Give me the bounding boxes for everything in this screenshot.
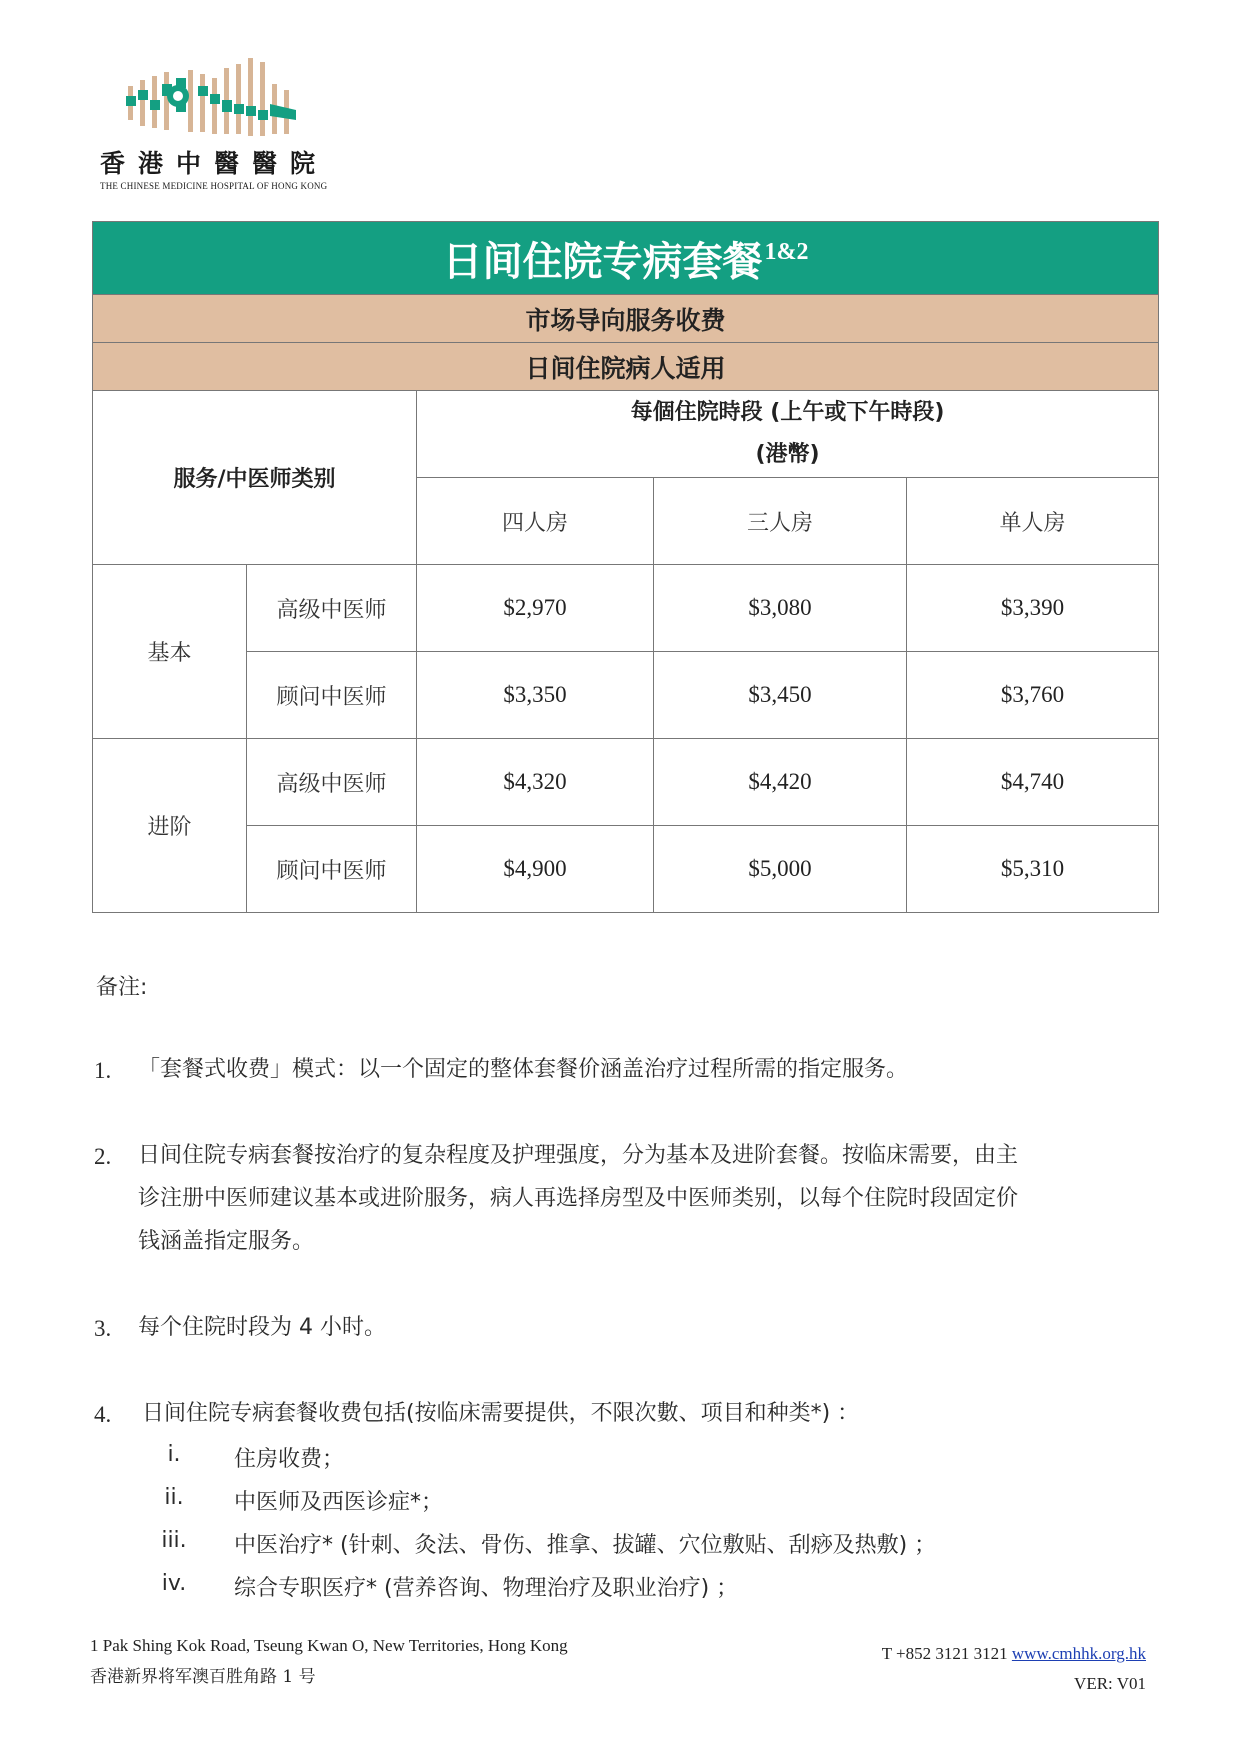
price-cell: $4,740 — [907, 739, 1159, 826]
logo-name-chinese: 香港中醫醫院 — [100, 149, 329, 178]
doctor-type: 顾问中医师 — [247, 826, 417, 913]
table-title — [93, 222, 1159, 295]
note-number: 1. — [94, 1058, 112, 1083]
price-cell: $3,390 — [907, 565, 1159, 652]
note-number: 2. — [94, 1144, 112, 1169]
footer-website-link[interactable]: www.cmhhk.org.hk — [1011, 1644, 1146, 1663]
price-cell: $2,970 — [417, 565, 654, 652]
sub-item-number: iii. — [161, 1528, 187, 1553]
note-text: 日间住院专病套餐收费包括(按临床需要提供，不限次數、项目和种类*) ： — [142, 1401, 860, 1426]
doctor-type: 高级中医师 — [247, 565, 417, 652]
price-cell: $3,350 — [417, 652, 654, 739]
footer-address-english: 1 Pak Shing Kok Road, Tseung Kwan O, New Territories, Hong Kong — [90, 1636, 568, 1655]
note-text-line: 诊注册中医师建议基本或进阶服务，病人再选择房型及中医师类别，以每个住院时段固定价 — [138, 1186, 1019, 1211]
table-row — [93, 565, 1159, 652]
logo-name-english: THE CHINESE MEDICINE HOSPITAL OF HONG KONG — [100, 181, 328, 191]
price-cell: $5,310 — [907, 826, 1159, 913]
price-cell: $3,450 — [654, 652, 907, 739]
note-number: 4. — [94, 1402, 112, 1427]
note-number: 3. — [94, 1316, 112, 1341]
note-text — [138, 1134, 1138, 1263]
sub-item-number: iv. — [161, 1571, 187, 1596]
table-applies-to: 日间住院病人适用 — [93, 343, 1159, 391]
hospital-logo — [96, 56, 356, 196]
table-row — [93, 739, 1159, 826]
table-subtitle: 市场导向服务收费 — [93, 295, 1159, 343]
doctor-type: 顾问中医师 — [247, 652, 417, 739]
footer-contact — [882, 1644, 1146, 1664]
price-cell: $4,420 — [654, 739, 907, 826]
room-type-header: 三人房 — [654, 478, 907, 565]
note-text-line: 日间住院专病套餐按治疗的复杂程度及护理强度，分为基本及进阶套餐。按临床需要，由主 — [138, 1143, 1019, 1168]
sub-item-text: 综合专职医疗* (营养咨询、物理治疗及职业治疗) ； — [234, 1576, 739, 1601]
footer-phone: T +852 3121 3121 — [881, 1644, 1008, 1663]
currency-label: (港幣) — [755, 442, 820, 467]
price-cell: $4,900 — [417, 826, 654, 913]
price-cell: $5,000 — [654, 826, 907, 913]
sub-item-text: 中医师及西医诊症*； — [234, 1490, 444, 1515]
note-text: 「套餐式收费」模式：以一个固定的整体套餐价涵盖治疗过程所需的指定服务。 — [138, 1057, 909, 1082]
doctor-type: 高级中医师 — [247, 739, 417, 826]
package-group-advanced: 进阶 — [93, 739, 247, 913]
sub-item-text: 住房收费； — [234, 1447, 345, 1472]
table-row — [93, 826, 1159, 913]
price-table — [92, 221, 1159, 913]
table-title-text: 日间住院专病套餐 — [442, 238, 763, 285]
notes-heading: 备注: — [96, 975, 148, 1000]
price-cell: $3,080 — [654, 565, 907, 652]
sub-item-number: i. — [167, 1442, 181, 1467]
category-header: 服务/中医师类别 — [93, 391, 417, 565]
package-group-basic: 基本 — [93, 565, 247, 739]
footer-address-chinese: 香港新界将军澳百胜角路 1 号 — [90, 1667, 316, 1687]
note-text: 每个住院时段为 4 小时。 — [138, 1315, 386, 1340]
room-type-header: 单人房 — [907, 478, 1159, 565]
room-type-header: 四人房 — [417, 478, 654, 565]
price-cell: $4,320 — [417, 739, 654, 826]
period-header-text: 每個住院時段 (上午或下午時段) — [630, 400, 945, 425]
sub-item-number: ii. — [164, 1485, 184, 1510]
sub-item-text: 中医治疗* (针刺、灸法、骨伤、推拿、拔罐、穴位敷贴、刮痧及热敷) ； — [234, 1533, 937, 1558]
price-cell: $3,760 — [907, 652, 1159, 739]
footer-version: VER: V01 — [1074, 1674, 1146, 1693]
table-row — [93, 652, 1159, 739]
period-header — [417, 391, 1159, 478]
note-text-line: 钱涵盖指定服务。 — [138, 1229, 315, 1254]
logo-mark — [126, 56, 326, 136]
table-title-superscript: 1&2 — [764, 238, 809, 265]
